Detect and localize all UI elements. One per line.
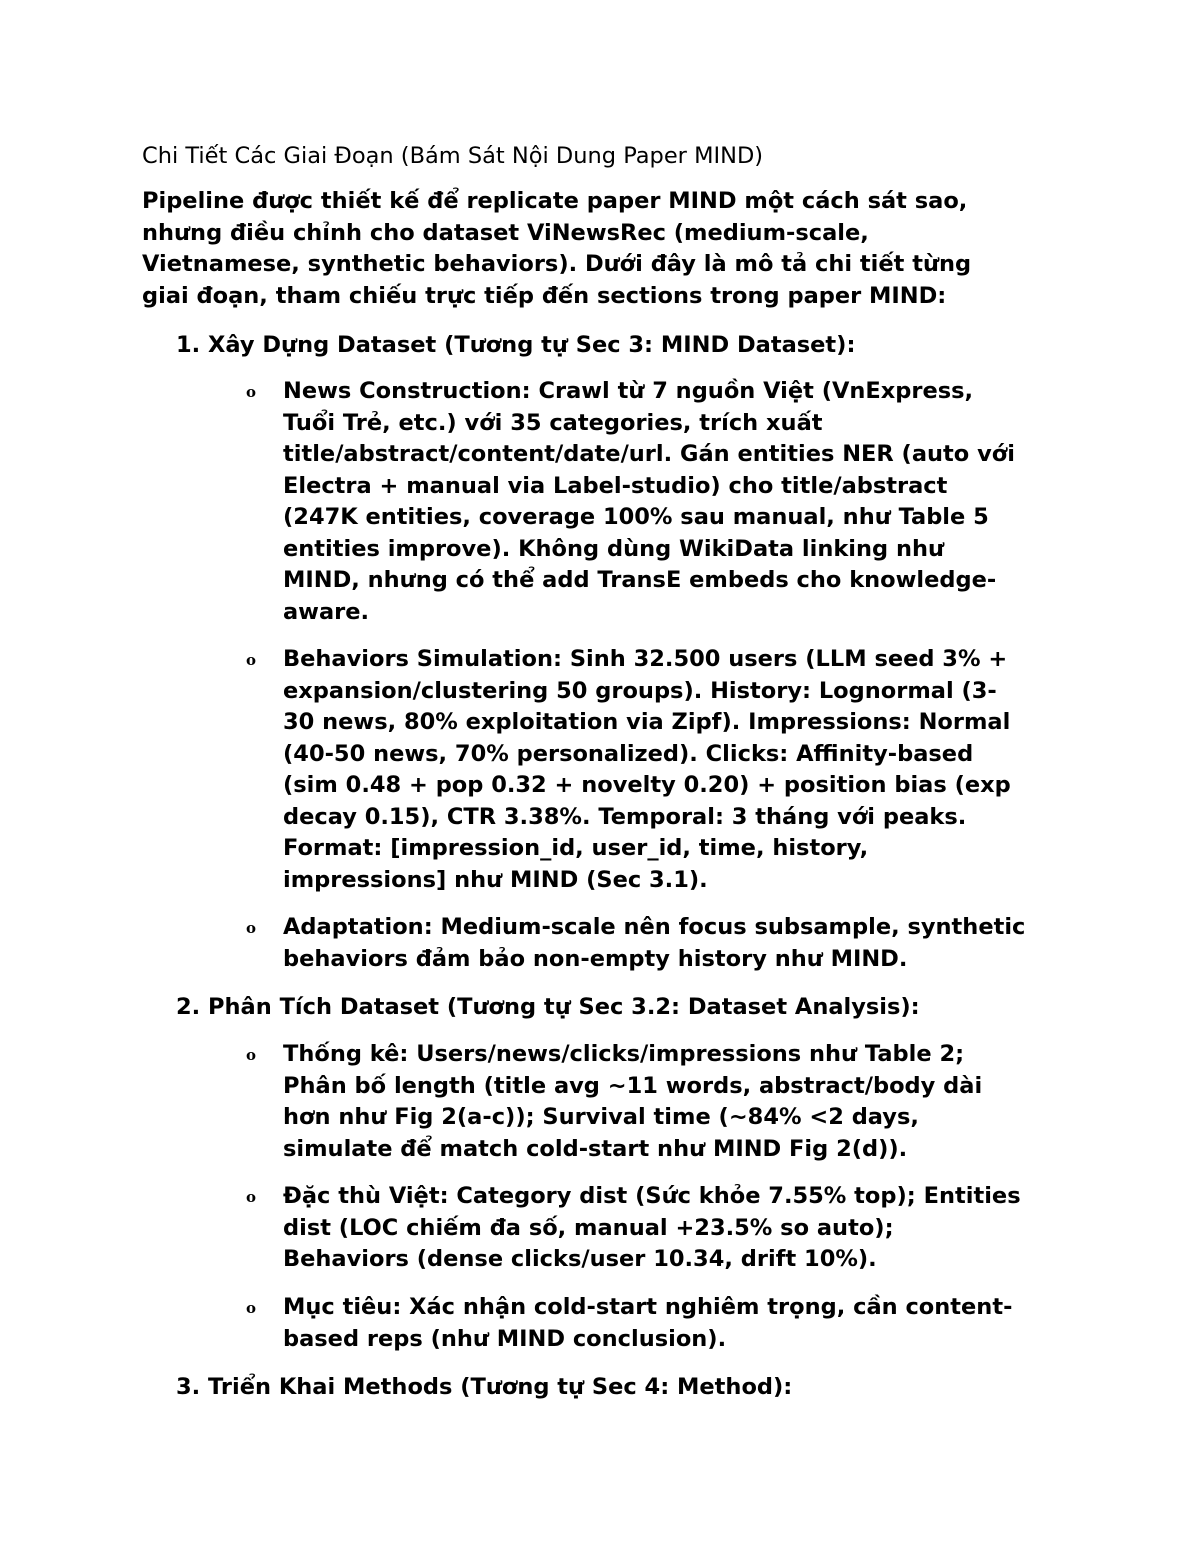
bullet-line: Tuổi Trẻ, etc.) với 35 categories, trích xuất: [283, 409, 823, 436]
bullet-line: MIND, nhưng có thể add TransE embeds cho knowledge-: [283, 567, 997, 593]
bullet-line: Behaviors Simulation: Sinh 32.500 users (LLM seed 3% +: [283, 646, 1008, 672]
bullet-line: based reps (như MIND conclusion).: [283, 1325, 727, 1352]
bullet-line: Mục tiêu: Xác nhận cold-start nghiêm trọng, cần content-: [283, 1294, 1013, 1320]
bullet-marker: o: [246, 919, 257, 937]
section-heading-3: 3. Triển Khai Methods (Tương tự Sec 4: Method):: [176, 1374, 793, 1400]
bullet-line: 30 news, 80% exploitation via Zipf). Impressions: Normal: [283, 709, 1011, 735]
bullet-line: (247K entities, coverage 100% sau manual, như Table 5: [283, 504, 989, 530]
intro-line: Vietnamese, synthetic behaviors). Dưới đây là mô tả chi tiết từng: [142, 251, 972, 277]
bullet-line: dist (LOC chiếm đa số, manual +23.5% so auto);: [283, 1214, 894, 1241]
bullet-line: Đặc thù Việt: Category dist (Sức khỏe 7.55% top); Entities: [283, 1183, 1021, 1209]
intro-paragraph: [142, 186, 1102, 312]
bullet-text: [283, 1181, 1083, 1276]
bullet-marker: o: [246, 1046, 257, 1064]
bullet-line: expansion/clustering 50 groups). History: Lognormal (3-: [283, 677, 997, 704]
intro-line: giai đoạn, tham chiếu trực tiếp đến sections trong paper MIND:: [142, 282, 947, 309]
intro-line: nhưng điều chỉnh cho dataset ViNewsRec (medium-scale,: [142, 219, 869, 246]
bullet-line: behaviors đảm bảo non-empty history như MIND.: [283, 945, 908, 972]
bullet-line: Adaptation: Medium-scale nên focus subsample, synthetic: [283, 914, 1026, 940]
bullet-line: (sim 0.48 + pop 0.32 + novelty 0.20) + position bias (exp: [283, 772, 1011, 798]
bullet-line: hơn như Fig 2(a-c)); Survival time (~84% <2 days,: [283, 1104, 919, 1130]
bullet-line: simulate để match cold-start như MIND Fig 2(d)).: [283, 1135, 908, 1162]
bullet-line: Format: [impression_id, user_id, time, history,: [283, 835, 869, 861]
bullet-line: aware.: [283, 598, 370, 625]
intro-line: Pipeline được thiết kế để replicate paper MIND một cách sát sao,: [142, 188, 968, 214]
section-heading-1: 1. Xây Dựng Dataset (Tương tự Sec 3: MIND Dataset):: [176, 332, 856, 358]
bullet-line: Electra + manual via Label-studio) cho title/abstract: [283, 472, 948, 499]
bullet-marker: o: [246, 1299, 257, 1317]
bullet-line: Behaviors (dense clicks/user 10.34, drift 10%).: [283, 1246, 877, 1272]
bullet-line: decay 0.15), CTR 3.38%. Temporal: 3 tháng với peaks.: [283, 803, 967, 830]
bullet-text: [283, 912, 1083, 975]
bullet-line: Thống kê: Users/news/clicks/impressions như Table 2;: [283, 1041, 965, 1067]
bullet-line: News Construction: Crawl từ 7 nguồn Việt (VnExpress,: [283, 378, 974, 404]
bullet-line: entities improve). Không dùng WikiData linking như: [283, 535, 945, 562]
bullet-marker: o: [246, 383, 257, 401]
bullet-line: (40-50 news, 70% personalized). Clicks: Affinity-based: [283, 740, 974, 767]
page-title: Chi Tiết Các Giai Đoạn (Bám Sát Nội Dung Paper MIND): [142, 143, 764, 169]
bullet-text: [283, 1292, 1083, 1355]
bullet-line: Phân bố length (title avg ~11 words, abstract/body dài: [283, 1072, 983, 1099]
bullet-line: impressions] như MIND (Sec 3.1).: [283, 866, 708, 893]
bullet-text: [283, 1039, 1083, 1165]
bullet-marker: o: [246, 1188, 257, 1206]
bullet-marker: o: [246, 651, 257, 669]
bullet-line: title/abstract/content/date/url. Gán entities NER (auto với: [283, 441, 1015, 467]
section-heading-2: 2. Phân Tích Dataset (Tương tự Sec 3.2: Dataset Analysis):: [176, 994, 920, 1020]
bullet-text: [283, 644, 1083, 896]
bullet-text: [283, 376, 1083, 628]
